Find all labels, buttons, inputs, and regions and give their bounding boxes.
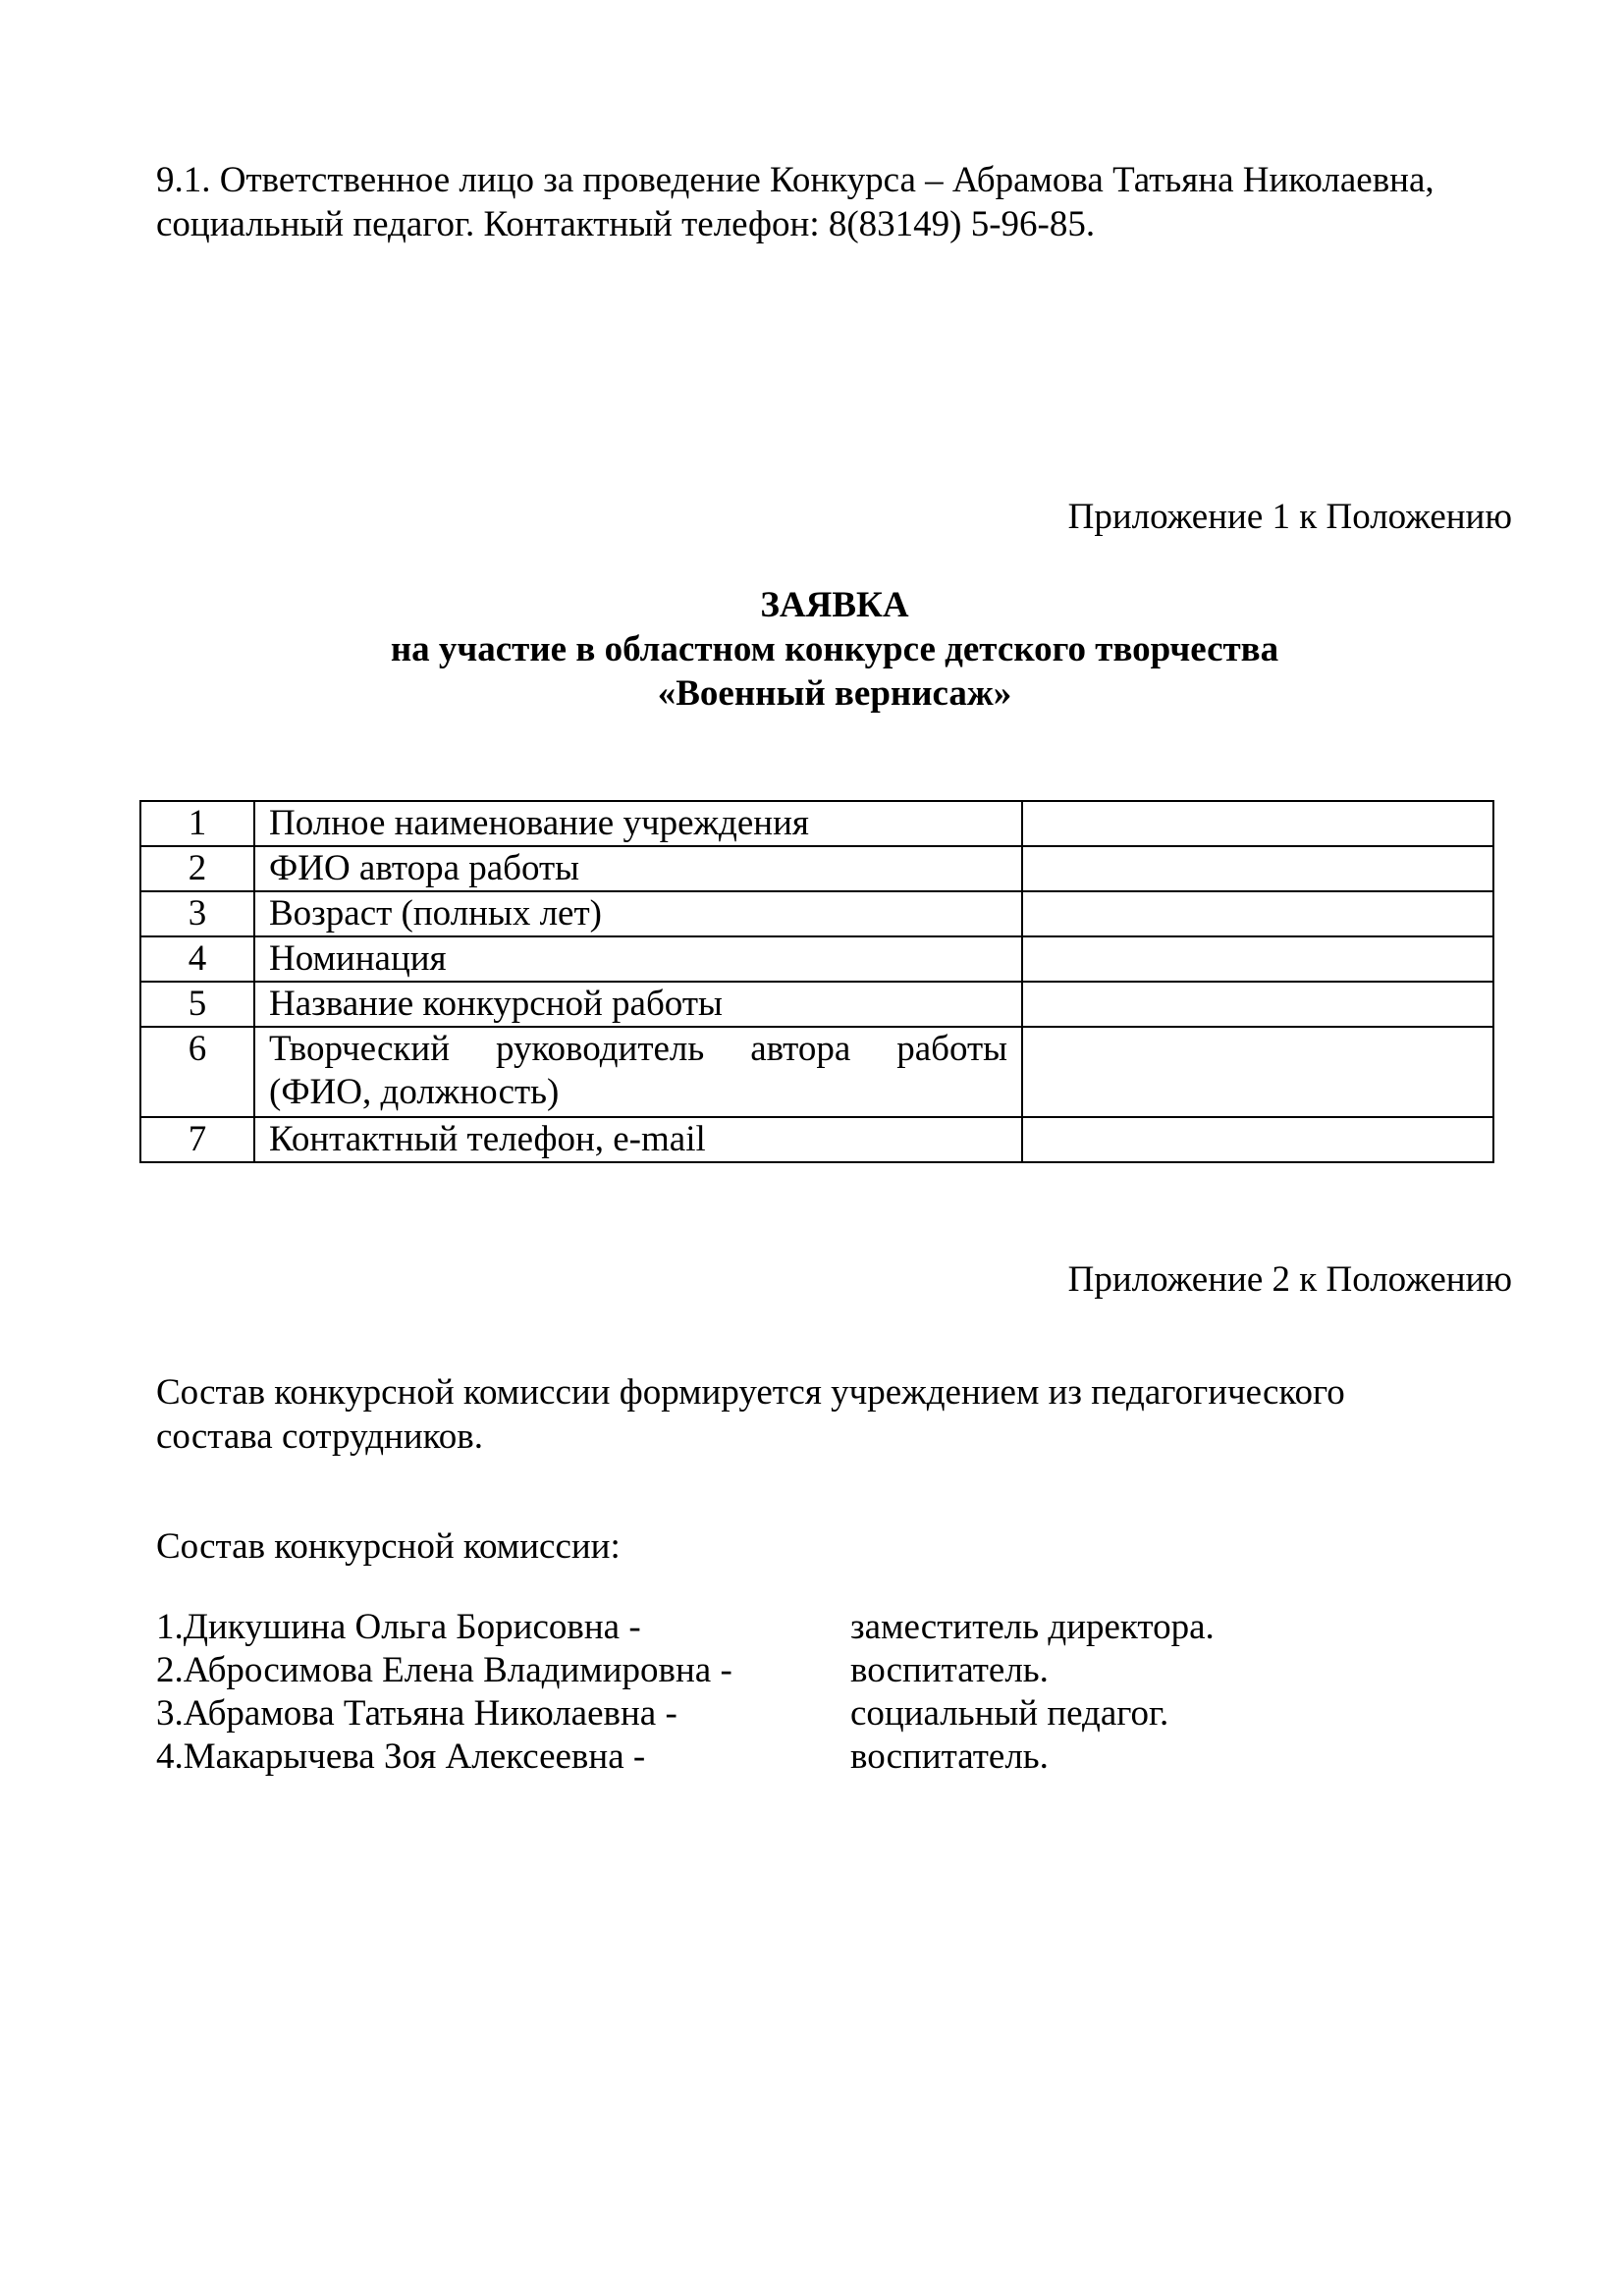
application-subtitle: на участие в областном конкурсе детского творчества <box>390 629 1279 669</box>
member-role: воспитатель. <box>850 1736 1049 1777</box>
table-row <box>140 982 1493 1027</box>
row-number: 6 <box>140 1027 254 1117</box>
commission-intro-line-2: состава сотрудников. <box>156 1416 483 1457</box>
row-value-cell[interactable] <box>1022 982 1493 1027</box>
row-value-cell[interactable] <box>1022 891 1493 936</box>
member-name: 1.Дикушина Ольга Борисовна - <box>156 1607 641 1647</box>
appendix-1-label: Приложение 1 к Положению <box>1067 497 1512 537</box>
row-number: 2 <box>140 846 254 891</box>
row-value-cell[interactable] <box>1022 801 1493 846</box>
row-number: 5 <box>140 982 254 1027</box>
row-value-cell[interactable] <box>1022 1027 1493 1117</box>
table-row <box>140 891 1493 936</box>
row-label: Название конкурсной работы <box>254 982 1022 1027</box>
contact-phone-line: социальный педагог. Контактный телефон: 8(83149) 5-96-85. <box>156 204 1096 244</box>
responsible-person-line: 9.1. Ответственное лицо за проведение Конкурса – Абрамова Татьяна Николаевна, <box>156 160 1435 200</box>
member-role: заместитель директора. <box>850 1607 1215 1647</box>
table-row <box>140 1117 1493 1162</box>
row-label: Творческий руководитель автора работы (ФИО, должность) <box>254 1027 1022 1117</box>
row-label: Контактный телефон, e-mail <box>254 1117 1022 1162</box>
commission-heading: Состав конкурсной комиссии: <box>156 1526 621 1567</box>
appendix-2-label: Приложение 2 к Положению <box>1067 1259 1512 1300</box>
application-form-table <box>139 800 1494 1163</box>
member-name: 2.Абросимова Елена Владимировна - <box>156 1650 732 1690</box>
row-number: 4 <box>140 936 254 982</box>
member-role: воспитатель. <box>850 1650 1049 1690</box>
row-label: ФИО автора работы <box>254 846 1022 891</box>
row-value-cell[interactable] <box>1022 936 1493 982</box>
contest-name: «Военный вернисаж» <box>657 673 1012 714</box>
row-value-cell[interactable] <box>1022 1117 1493 1162</box>
member-name: 4.Макарычева Зоя Алексеевна - <box>156 1736 646 1777</box>
row-number: 1 <box>140 801 254 846</box>
row-label: Полное наименование учреждения <box>254 801 1022 846</box>
table-row <box>140 1027 1493 1117</box>
member-name: 3.Абрамова Татьяна Николаевна - <box>156 1693 677 1734</box>
row-number: 3 <box>140 891 254 936</box>
commission-intro-line-1: Состав конкурсной комиссии формируется учреждением из педагогического <box>156 1372 1345 1413</box>
row-label: Номинация <box>254 936 1022 982</box>
table-row <box>140 936 1493 982</box>
row-number: 7 <box>140 1117 254 1162</box>
application-title: ЗАЯВКА <box>760 585 909 625</box>
table-row <box>140 801 1493 846</box>
row-value-cell[interactable] <box>1022 846 1493 891</box>
row-label: Возраст (полных лет) <box>254 891 1022 936</box>
member-role: социальный педагог. <box>850 1693 1169 1734</box>
table-row <box>140 846 1493 891</box>
